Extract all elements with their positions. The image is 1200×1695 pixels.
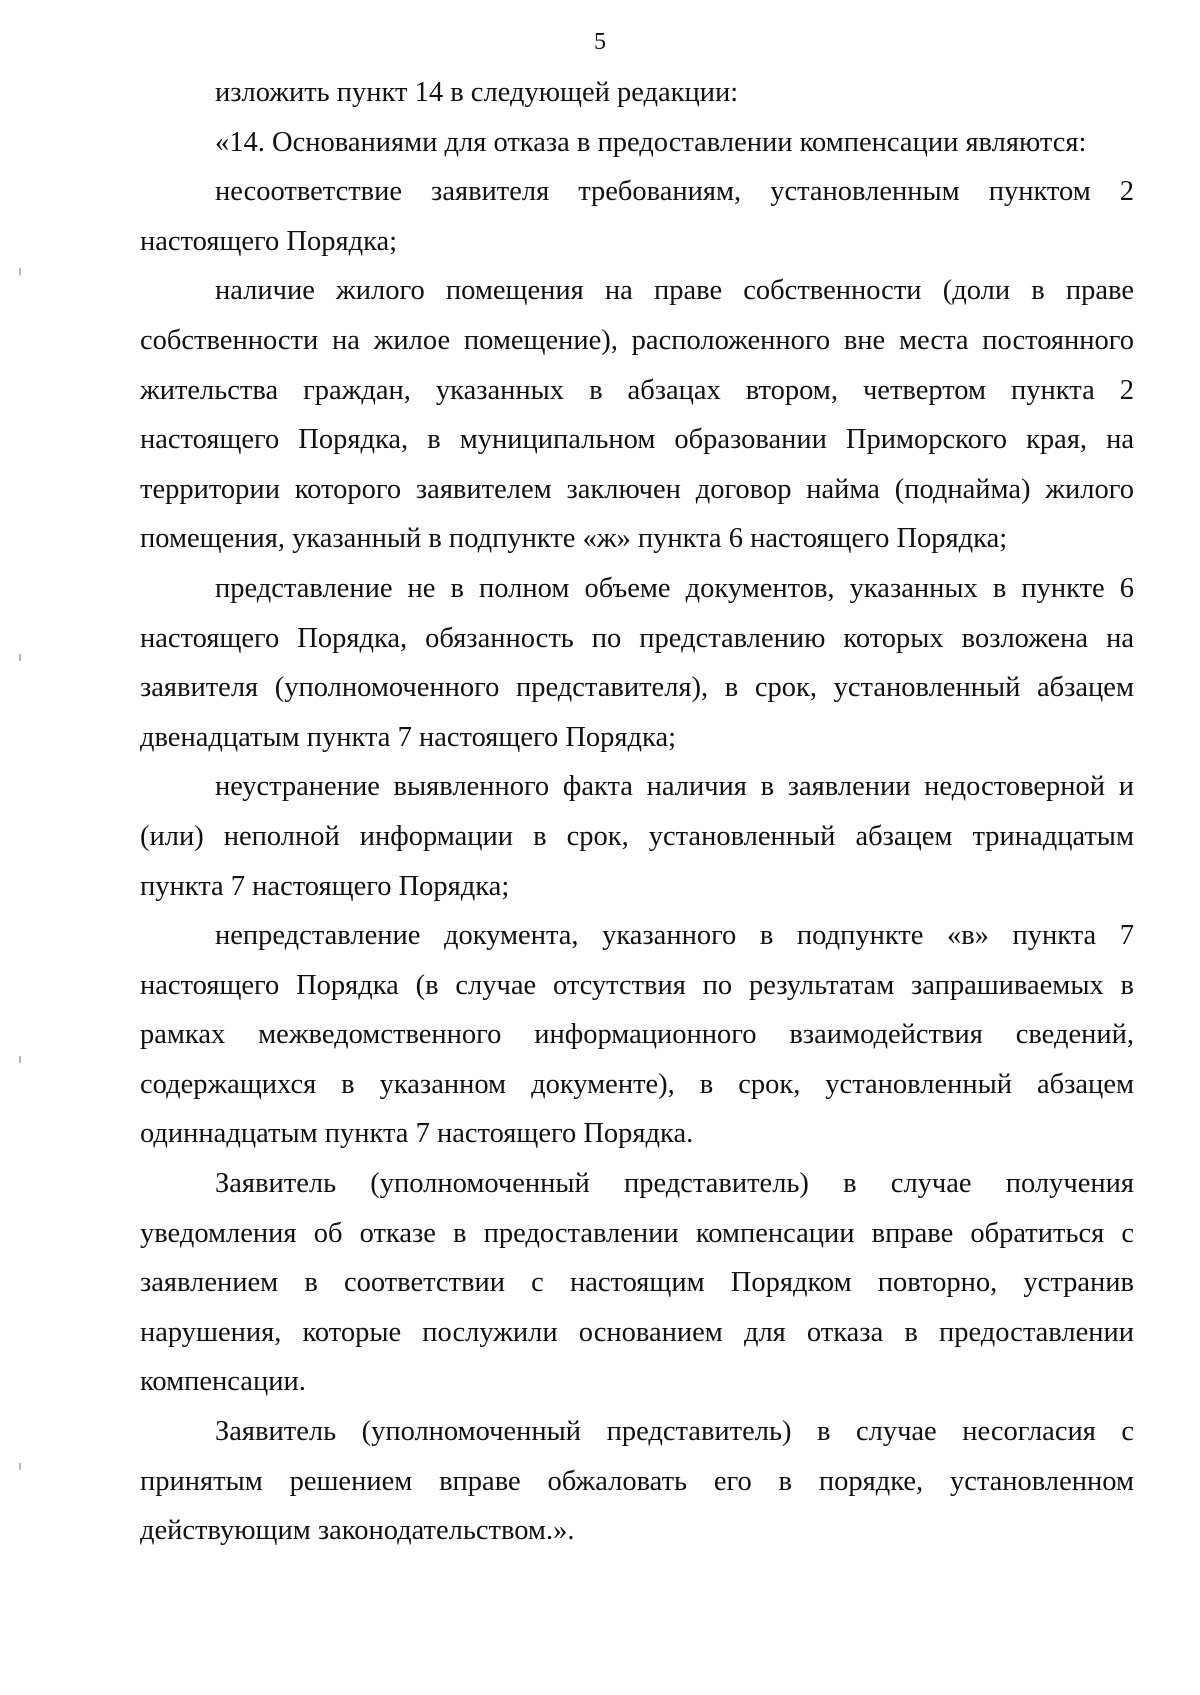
scan-margin-mark	[19, 268, 21, 275]
paragraph-ground-3: представление не в полном объеме документов, указанных в пункте 6 настоящего Порядка, обязанность по представлению которых возложена на заявителя (уполномоченного представителя), в срок, установленный абзацем двенадцатым пункта 7 настоящего Порядка;	[140, 572, 1134, 753]
scan-margin-mark	[19, 1463, 21, 1470]
paragraph-clause-14: «14. Основаниями для отказа в предоставлении компенсации являются:	[215, 126, 1087, 158]
paragraph-ground-4: неустранение выявленного факта наличия в заявлении недостоверной и (или) неполной информации в срок, установленный абзацем тринадцатым пункта 7 настоящего Порядка;	[140, 771, 1134, 902]
paragraph-ground-2: наличие жилого помещения на праве собственности (доли в праве собственности на жилое помещение), расположенного вне места постоянного жительства граждан, указанных в абзацах втором, четвертом пункта 2 настоящего Порядка, в муниципальном образовании Приморского края, на территории которого заявителем заключен договор найма (поднайма) жилого помещения, указанный в подпункте «ж» пункта 6 настоящего Порядка;	[140, 275, 1134, 555]
document-body	[140, 68, 1134, 1556]
scan-margin-mark	[19, 1056, 21, 1063]
paragraph-appeal: Заявитель (уполномоченный представитель) в случае несогласия с принятым решением вправе обжаловать его в порядке, установленном действующим законодательством.».	[140, 1416, 1134, 1547]
scan-margin-mark	[19, 654, 21, 661]
paragraph-intro: изложить пункт 14 в следующей редакции:	[215, 77, 739, 108]
paragraph-reapply: Заявитель (уполномоченный представитель) в случае получения уведомления об отказе в предоставлении компенсации вправе обратиться с заявлением в соответствии с настоящим Порядком повторно, устранив нарушения, которые послужили основанием для отказа в предоставлении компенсации.	[140, 1168, 1134, 1398]
page-number: 5	[594, 29, 606, 55]
paragraph-ground-5: непредставление документа, указанного в подпункте «в» пункта 7 настоящего Порядка (в случае отсутствия по результатам запрашиваемых в рамках межведомственного информационного взаимодействия сведений, содержащихся в указанном документе), в срок, установленный абзацем одиннадцатым пункта 7 настоящего Порядка.	[140, 920, 1134, 1150]
paragraph-ground-1: несоответствие заявителя требованиям, установленным пунктом 2 настоящего Порядка;	[140, 176, 1134, 257]
